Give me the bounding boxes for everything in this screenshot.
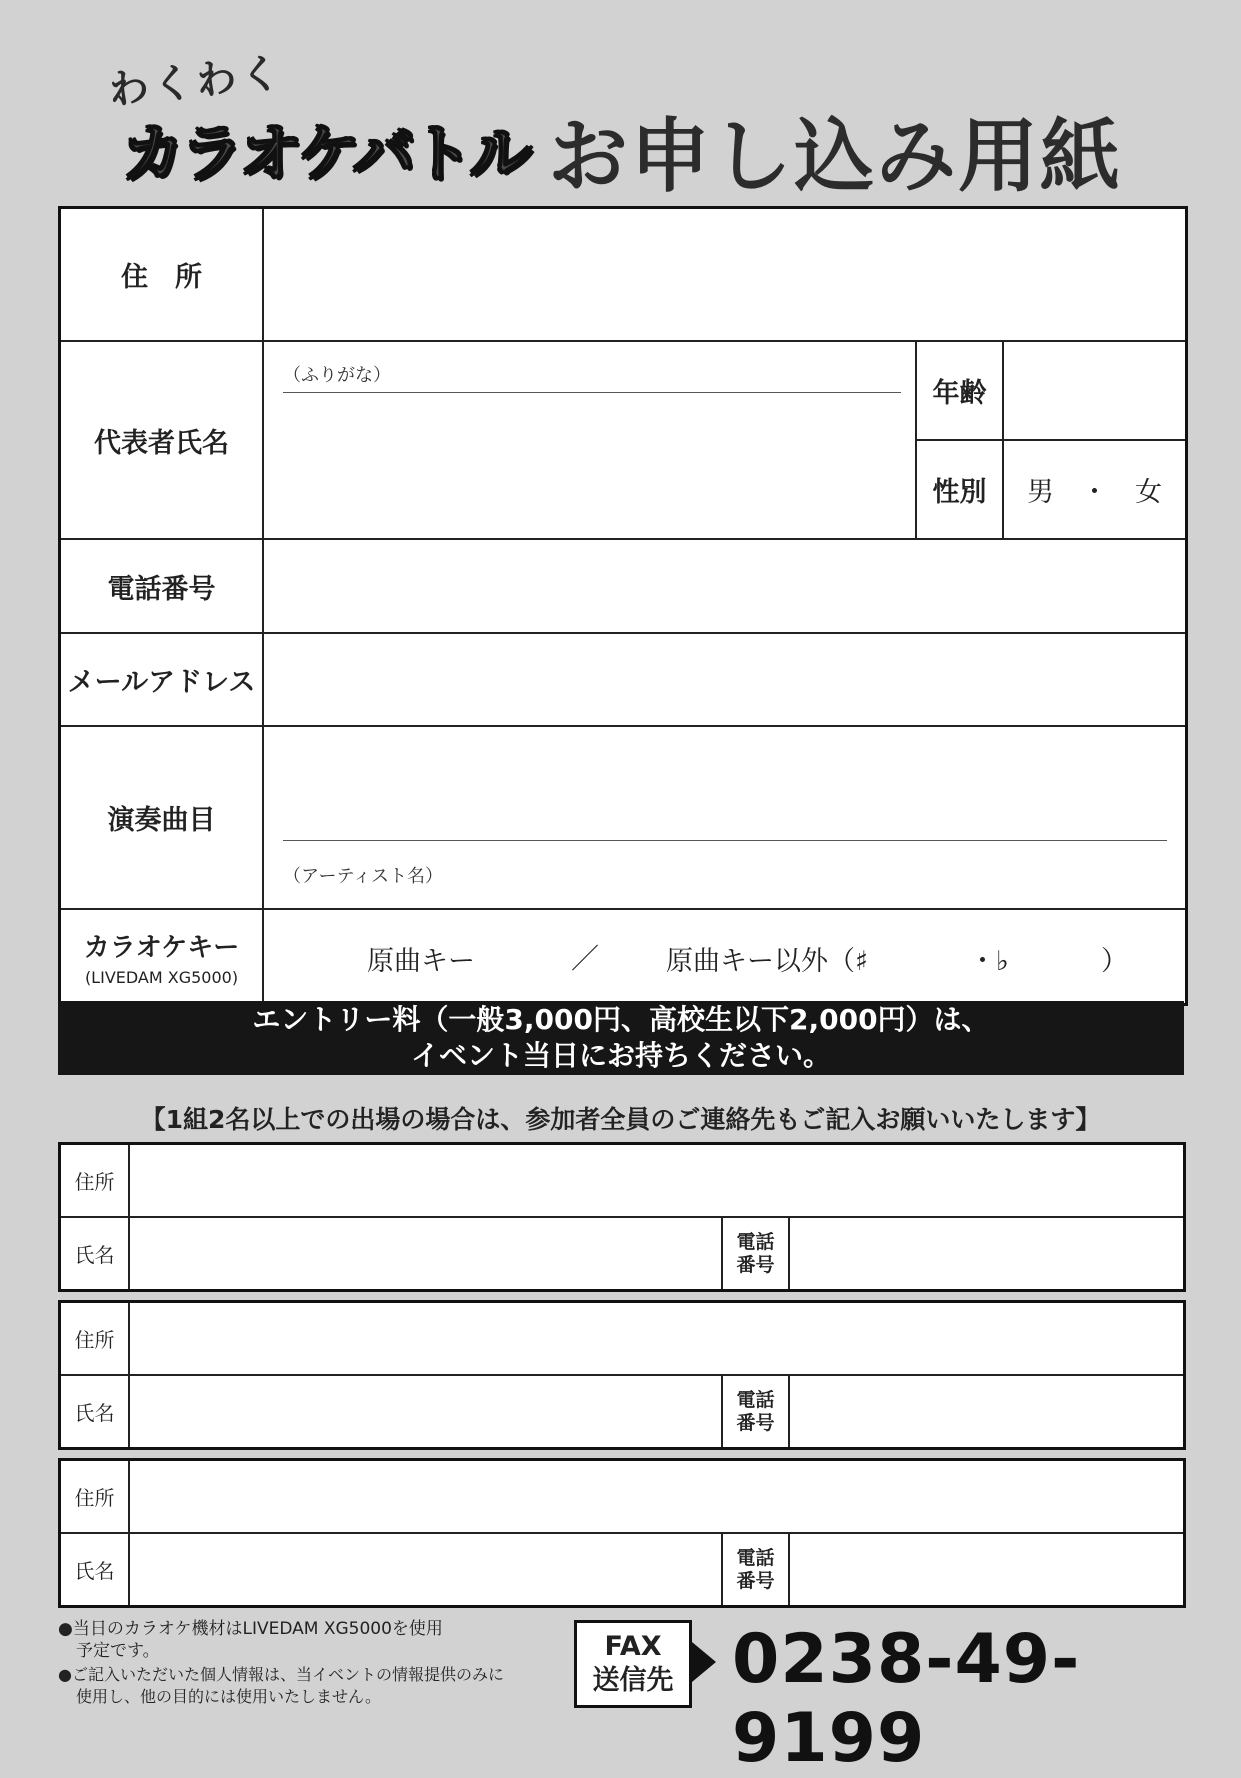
arrow-right-icon: [692, 1642, 716, 1682]
member-address-label: 住所: [74, 1328, 115, 1352]
member-phone-field[interactable]: [790, 1534, 1183, 1605]
member-name-label: 氏名: [74, 1243, 115, 1267]
member-phone-label: 電話 番号: [736, 1231, 775, 1276]
equipment-note: ●当日のカラオケ機材はLIVEDAM XG5000を使用 予定です。: [58, 1619, 443, 1661]
phone-label: 電話番号: [107, 573, 216, 605]
member-name-label: 氏名: [74, 1559, 115, 1583]
address-label: 住 所: [121, 262, 202, 293]
entry-fee-line2: イベント当日にお持ちください。: [410, 1039, 831, 1072]
title-main: カラオケバトル: [122, 117, 529, 190]
representative-name-field[interactable]: [264, 397, 914, 537]
song-label: 演奏曲目: [107, 805, 216, 836]
member-address-field[interactable]: [130, 1303, 1183, 1374]
phone-field[interactable]: [264, 540, 1185, 632]
karaoke-key-model: (LIVEDAM XG5000): [84, 967, 239, 987]
key-close-paren: ）: [1101, 946, 1128, 977]
email-label: メールアドレス: [67, 667, 256, 698]
key-flat: ・♭: [969, 946, 1009, 977]
age-field[interactable]: [1004, 342, 1185, 439]
representative-name-label: 代表者氏名: [94, 427, 229, 459]
title-sub: わくわく: [106, 49, 287, 115]
member-box: [58, 1300, 1186, 1450]
key-original-option[interactable]: 原曲キー: [367, 946, 475, 977]
member-name-field[interactable]: [130, 1534, 720, 1605]
member-phone-field[interactable]: [790, 1218, 1183, 1289]
privacy-note: ●ご記入いただいた個人情報は、当イベントの情報提供のみに 使用し、他の目的には使用いたしません。: [58, 1665, 504, 1706]
member-name-label: 氏名: [74, 1401, 115, 1425]
fax-number: 0238-49-9199: [732, 1620, 1081, 1778]
member-phone-label: 電話 番号: [736, 1547, 775, 1592]
entry-fee-line1: エントリー料（一般3,000円、高校生以下2,000円）は、: [252, 1003, 990, 1036]
gender-options[interactable]: 男 ・ 女: [1027, 477, 1162, 508]
member-phone-label: 電話 番号: [736, 1389, 775, 1434]
karaoke-key-label: [61, 910, 262, 1003]
key-slash: ／: [571, 942, 600, 975]
member-box: [58, 1458, 1186, 1608]
member-name-field[interactable]: [130, 1376, 720, 1447]
address-field[interactable]: [264, 209, 1185, 340]
gender-label: 性別: [932, 477, 987, 508]
page-title: お申し込み用紙: [548, 110, 1122, 203]
group-note: 【1組2名以上での出場の場合は、参加者全員のご連絡先もご記入お願いいたします】: [140, 1105, 1101, 1134]
age-label: 年齢: [932, 378, 987, 409]
member-address-field[interactable]: [130, 1461, 1183, 1532]
member-address-label: 住所: [74, 1170, 115, 1194]
entry-fee-banner: [58, 1001, 1184, 1075]
song-title-field[interactable]: [264, 727, 1185, 837]
fax-label: FAX 送信先: [574, 1620, 692, 1708]
member-address-field[interactable]: [130, 1145, 1183, 1216]
key-other-option[interactable]: 原曲キー以外（♯: [666, 946, 869, 977]
member-phone-field[interactable]: [790, 1376, 1183, 1447]
application-form: [58, 206, 1188, 1006]
furigana-note: （ふりがな）: [283, 365, 391, 386]
member-name-field[interactable]: [130, 1218, 720, 1289]
karaoke-key-title: カラオケキー: [83, 932, 240, 963]
member-box: [58, 1142, 1186, 1292]
artist-note: （アーティスト名）: [283, 866, 444, 887]
email-field[interactable]: [264, 634, 1185, 725]
member-address-label: 住所: [74, 1486, 115, 1510]
